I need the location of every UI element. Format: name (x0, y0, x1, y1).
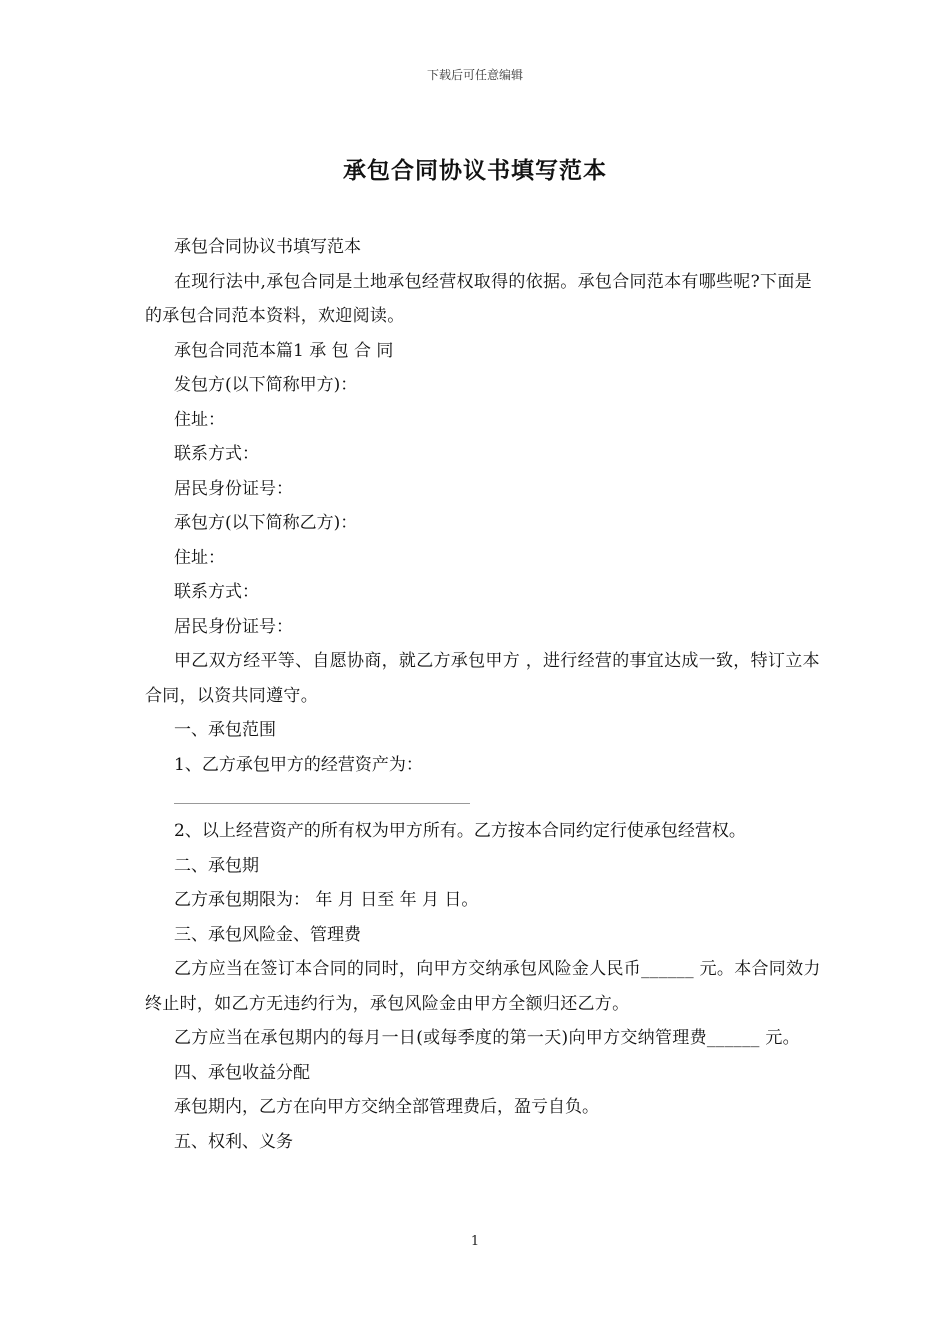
fill-in-blank-line (174, 803, 470, 804)
section-heading-term: 二、承包期 (174, 855, 259, 876)
paragraph-party-b-address: 住址： (174, 547, 225, 568)
paragraph-scope-2: 2、以上经营资产的所有权为甲方所有。乙方按本合同约定行使承包经营权。 (174, 821, 746, 841)
paragraph-party-a-id: 居民身份证号： (174, 478, 293, 499)
paragraph-intro: 在现行法中,承包合同是土地承包经营权取得的依据。承包合同范本有哪些呢?下面是的承包合同范本资料，欢迎阅读。 (145, 271, 812, 326)
document-body (145, 230, 825, 1159)
paragraph-subtitle: 承包合同协议书填写范本 (174, 237, 361, 257)
section-heading-rights: 五、权利、义务 (174, 1131, 293, 1152)
header-note: 下载后可任意编辑 (426, 68, 523, 82)
document-title: 承包合同协议书填写范本 (343, 157, 607, 184)
paragraph-party-b-contact: 联系方式： (174, 582, 259, 602)
section-heading-income: 四、承包收益分配 (174, 1062, 310, 1083)
paragraph-party-a-address: 住址： (174, 409, 225, 430)
paragraph-scope-1: 1、乙方承包甲方的经营资产为： (174, 754, 423, 775)
paragraph-deposit: 乙方应当在签订本合同的同时，向甲方交纳承包风险金人民币______ 元。本合同效力终止时，如乙方无违约行为，承包风险金由甲方全额归还乙方。 (145, 959, 821, 1014)
paragraph-party-b: 承包方(以下简称乙方)： (174, 513, 358, 533)
paragraph-agreement: 甲乙双方经平等、自愿协商，就乙方承包甲方 ，进行经营的事宜达成一致，特订立本合同，以资共同遵守。 (145, 651, 820, 706)
paragraph-management-fee: 乙方应当在承包期内的每月一日(或每季度的第一天)向甲方交纳管理费______ 元。 (174, 1028, 800, 1048)
paragraph-party-a: 发包方(以下简称甲方)： (174, 375, 358, 395)
page-number: 1 (470, 1234, 480, 1249)
paragraph-income: 承包期内，乙方在向甲方交纳全部管理费后，盈亏自负。 (174, 1097, 599, 1117)
paragraph-term: 乙方承包期限为： 年 月 日至 年 月 日。 (174, 890, 479, 910)
paragraph-party-a-contact: 联系方式： (174, 444, 259, 464)
section-heading-scope: 一、承包范围 (174, 720, 276, 740)
paragraph-sample-heading: 承包合同范本篇1 承 包 合 同 (174, 340, 394, 361)
section-heading-deposit: 三、承包风险金、管理费 (174, 924, 361, 945)
paragraph-party-b-id: 居民身份证号： (174, 616, 293, 637)
